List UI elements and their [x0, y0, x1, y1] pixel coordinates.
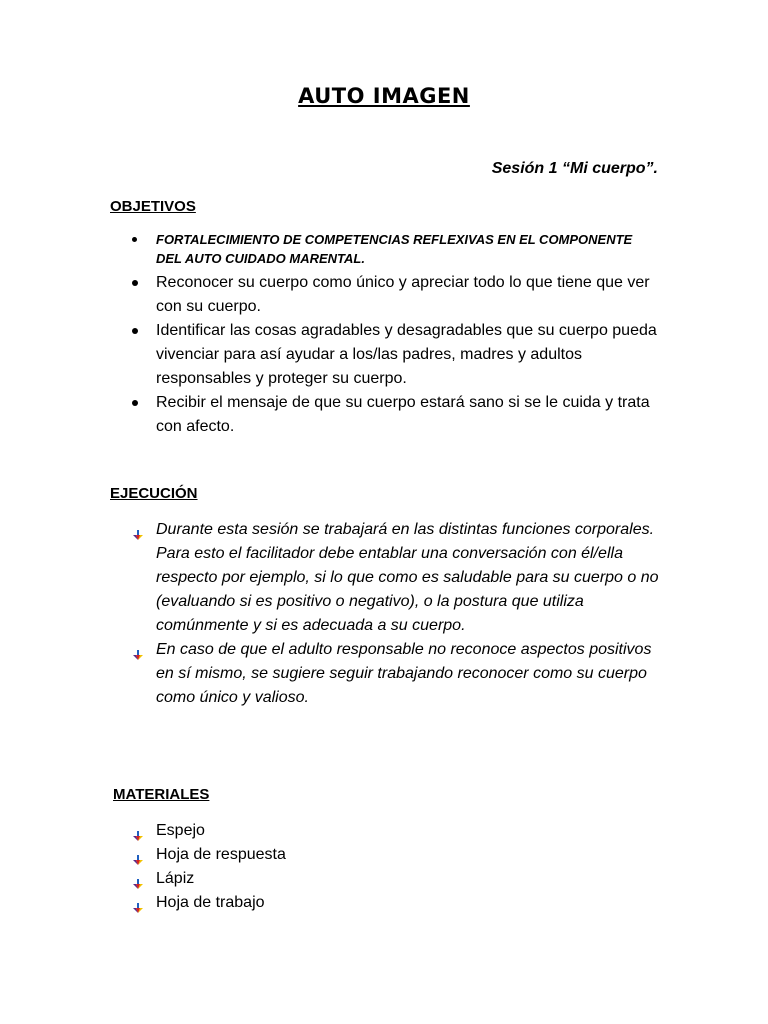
round-bullet-icon	[132, 280, 138, 286]
multicolor-arrow-bullet-icon	[132, 525, 144, 537]
list-item-text: Recibir el mensaje de que su cuerpo estará sano si se le cuida y trata con afecto.	[156, 394, 650, 435]
ejecucion-heading: EJECUCIÓN	[110, 485, 198, 502]
list-item-text: Reconocer su cuerpo como único y apreciar todo lo que tiene que ver con su cuerpo.	[156, 274, 650, 315]
list-item-text: Durante esta sesión se trabajará en las distintas funciones corporales. Para esto el facilitador debe entablar una conversación con él/ella respecto por ejemplo, si lo que como es saludable para su cuerpo o no (evaluando si es positivo o negativo), o la postura que utiliza comúnmente y si es adecuada a su cuerpo.	[156, 521, 659, 634]
round-bullet-icon	[132, 400, 138, 406]
list-item	[110, 843, 660, 867]
multicolor-arrow-bullet-icon	[132, 645, 144, 657]
list-item-text: Lápiz	[156, 870, 195, 887]
objetivos-list	[110, 230, 660, 439]
multicolor-arrow-bullet-icon	[132, 826, 144, 838]
round-bullet-icon	[132, 237, 137, 242]
list-item-text: Espejo	[156, 822, 205, 839]
ejecucion-list	[110, 518, 660, 710]
materiales-heading: MATERIALES	[113, 786, 210, 803]
list-item-text: En caso de que el adulto responsable no reconoce aspectos positivos en sí mismo, se sugiere seguir trabajando reconocer como su cuerpo como único y valioso.	[156, 641, 652, 706]
list-item	[110, 867, 660, 891]
multicolor-arrow-bullet-icon	[132, 850, 144, 862]
list-item	[110, 230, 660, 268]
round-bullet-icon	[132, 328, 138, 334]
list-item-text: Hoja de trabajo	[156, 894, 265, 911]
list-item	[110, 391, 660, 439]
list-item	[110, 518, 660, 638]
list-item	[110, 891, 660, 915]
list-item	[110, 319, 660, 391]
objetivos-heading: OBJETIVOS	[110, 198, 196, 215]
list-item	[110, 819, 660, 843]
materiales-list	[110, 819, 660, 915]
list-item-text: Identificar las cosas agradables y desagradables que su cuerpo pueda vivenciar para así ayudar a los/las padres, madres y adultos responsables y proteger su cuerpo.	[156, 322, 657, 387]
list-item-text: Hoja de respuesta	[156, 846, 286, 863]
session-subtitle: Sesión 1 “Mi cuerpo”.	[491, 160, 658, 177]
list-item	[110, 271, 660, 319]
list-item	[110, 638, 660, 710]
multicolor-arrow-bullet-icon	[132, 874, 144, 886]
document-title: AUTO IMAGEN	[298, 84, 470, 108]
multicolor-arrow-bullet-icon	[132, 898, 144, 910]
list-item-text: FORTALECIMIENTO DE COMPETENCIAS REFLEXIVAS EN EL COMPONENTE DEL AUTO CUIDADO MARENTAL.	[156, 232, 633, 266]
